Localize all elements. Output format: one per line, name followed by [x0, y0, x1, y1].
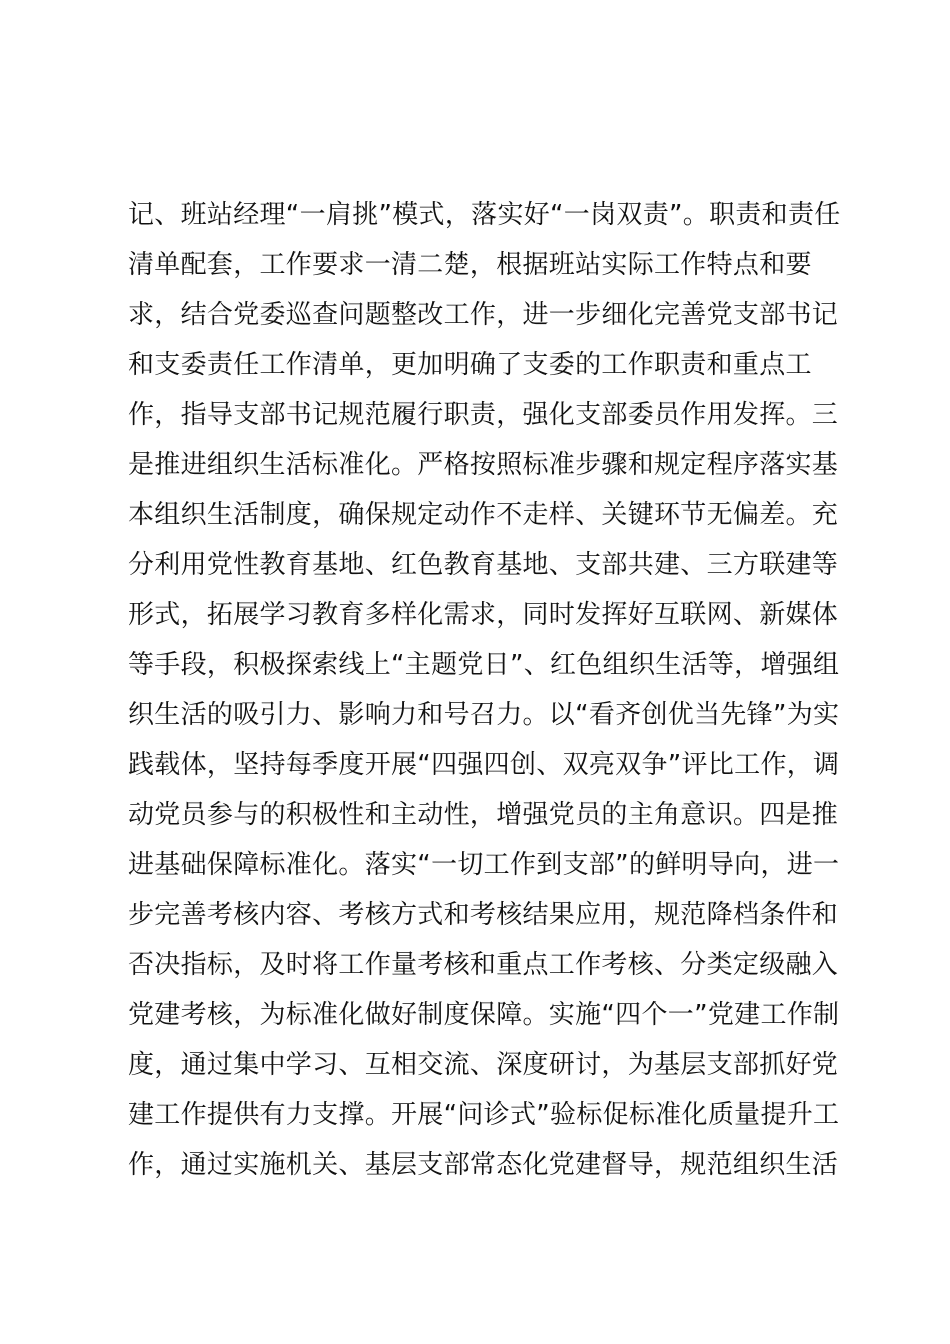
text-line: 织生活的吸引力、影响力和号召力。以“看齐创优当先锋”为实 — [128, 700, 840, 730]
text-line: 进基础保障标准化。落实“一切工作到支部”的鲜明导向，进一 — [128, 850, 840, 880]
text-line: 分利用党性教育基地、红色教育基地、支部共建、三方联建等 — [128, 550, 839, 580]
text-line: 建工作提供有力支撑。开展“问诊式”验标促标准化质量提升工 — [128, 1100, 840, 1130]
body-paragraph — [128, 190, 841, 1190]
text-line: 清单配套，工作要求一清二楚，根据班站实际工作特点和要 — [128, 250, 812, 280]
text-line: 记、班站经理“一肩挑”模式，落实好“一岗双责”。职责和责任 — [128, 200, 841, 230]
text-line: 作，指导支部书记规范履行职责，强化支部委员作用发挥。三 — [128, 400, 839, 430]
text-line: 本组织生活制度，确保规定动作不走样、关键环节无偏差。充 — [128, 500, 839, 530]
text-line: 和支委责任工作清单，更加明确了支委的工作职责和重点工 — [128, 350, 812, 380]
text-line: 否决指标，及时将工作量考核和重点工作考核、分类定级融入 — [128, 950, 839, 980]
text-line: 动党员参与的积极性和主动性，增强党员的主角意识。四是推 — [128, 800, 839, 830]
text-line: 形式，拓展学习教育多样化需求，同时发挥好互联网、新媒体 — [128, 600, 839, 630]
text-line: 步完善考核内容、考核方式和考核结果应用，规范降档条件和 — [128, 900, 839, 930]
text-line: 党建考核，为标准化做好制度保障。实施“四个一”党建工作制 — [128, 1000, 840, 1030]
text-line: 求，结合党委巡查问题整改工作，进一步细化完善党支部书记 — [128, 300, 839, 330]
text-line: 是推进组织生活标准化。严格按照标准步骤和规定程序落实基 — [128, 450, 839, 480]
text-line: 作，通过实施机关、基层支部常态化党建督导，规范组织生活 — [128, 1150, 839, 1180]
text-line: 践载体，坚持每季度开展“四强四创、双亮双争”评比工作，调 — [128, 750, 840, 780]
text-line: 度，通过集中学习、互相交流、深度研讨，为基层支部抓好党 — [128, 1050, 839, 1080]
text-line: 等手段，积极探索线上“主题党日”、红色组织生活等，增强组 — [128, 650, 840, 680]
